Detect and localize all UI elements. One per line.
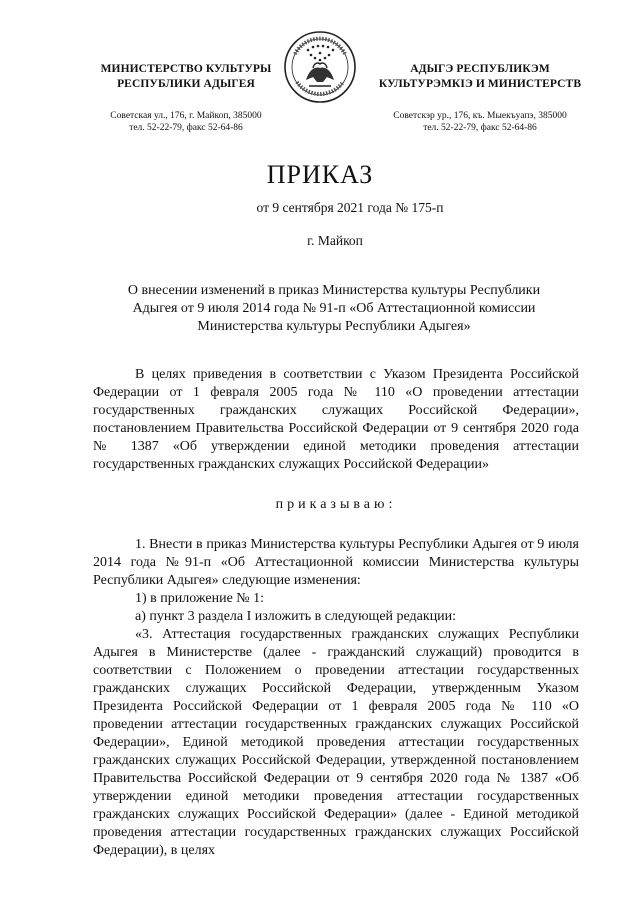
coat-of-arms-icon xyxy=(283,30,357,104)
document-date-number: от 9 сентября 2021 года № 175-п xyxy=(256,200,444,215)
item-1-1-paragraph: 1) в приложение № 1: xyxy=(135,591,265,606)
ministry-name-ady-line2: КУЛЬТУРЭМКIЭ И МИНИСТЕРСТВ xyxy=(378,78,582,90)
order-word: приказываю: xyxy=(275,497,397,512)
header-right-block xyxy=(370,62,590,134)
address-ady: Советскэр ур., 176, къ. Мыекъуапэ, 385000 xyxy=(393,111,567,121)
ministry-name-ady-line1: АДЫГЭ РЕСПУБЛИКЭМ xyxy=(410,63,550,75)
document-body xyxy=(93,366,579,860)
document-city: г. Майкоп xyxy=(307,233,363,248)
address-ru: Советская ул., 176, г. Майкоп, 385000 xyxy=(110,111,262,121)
phone-ru: тел. 52-22-79, факс 52-64-86 xyxy=(129,123,243,133)
phone-ady: тел. 52-22-79, факс 52-64-86 xyxy=(423,123,537,133)
ministry-name-ru-line1: МИНИСТЕРСТВО КУЛЬТУРЫ xyxy=(100,63,272,75)
header-left-block xyxy=(86,62,286,134)
quoted-clause-paragraph: «3. Аттестация государственных гражданских служащих Республики Адыгея в Министерстве (далее - гражданский служащий) проводится в соответствии с Положением о проведении аттестации государственных гражданских служащих Российской Федерации, утвержденным Указом Президента Российской Федерации от 1 февраля 2005 года № 110 «О проведении аттестации государственных гражданских служащих Российской Федерации», Единой методикой проведения аттестации государственных гражданских служащих Российской Федерации, утвержденной постановлением Правительства Российской Федерации от 9 сентября 2020 года № 1387 «Об утверждении единой методики проведения аттестации государственных гражданских служащих Российской Федерации» (далее - Единой методикой проведения аттестации государственных гражданских служащих Российской Федерации), в целях xyxy=(93,627,579,858)
document-subject: О внесении изменений в приказ Министерства культуры Республики Адыгея от 9 июля 2014 года № 91-п «Об Аттестационной комиссии Министерства культуры Республики Адыгея» xyxy=(127,283,541,334)
item-1-1-a-paragraph: а) пункт 3 раздела I изложить в следующей редакции: xyxy=(135,609,457,624)
document-title: ПРИКАЗ xyxy=(266,160,374,189)
preamble-paragraph: В целях приведения в соответствии с Указом Президента Российской Федерации от 1 февраля 2005 года № 110 «О проведении аттестации государственных гражданских служащих Российской Федерации», постановлением Правительства Российской Федерации от 9 сентября 2020 года № 1387 «Об утверждении единой методики проведения аттестации государственных гражданских служащих Российской Федерации» xyxy=(93,367,579,472)
item-1-paragraph: 1. Внести в приказ Министерства культуры Республики Адыгея от 9 июля 2014 года №91-п «Об Аттестационной комиссии Министерства культуры Республики Адыгея» следующие изменения: xyxy=(93,537,579,588)
ministry-name-ru-line2: РЕСПУБЛИКИ АДЫГЕЯ xyxy=(117,78,255,90)
